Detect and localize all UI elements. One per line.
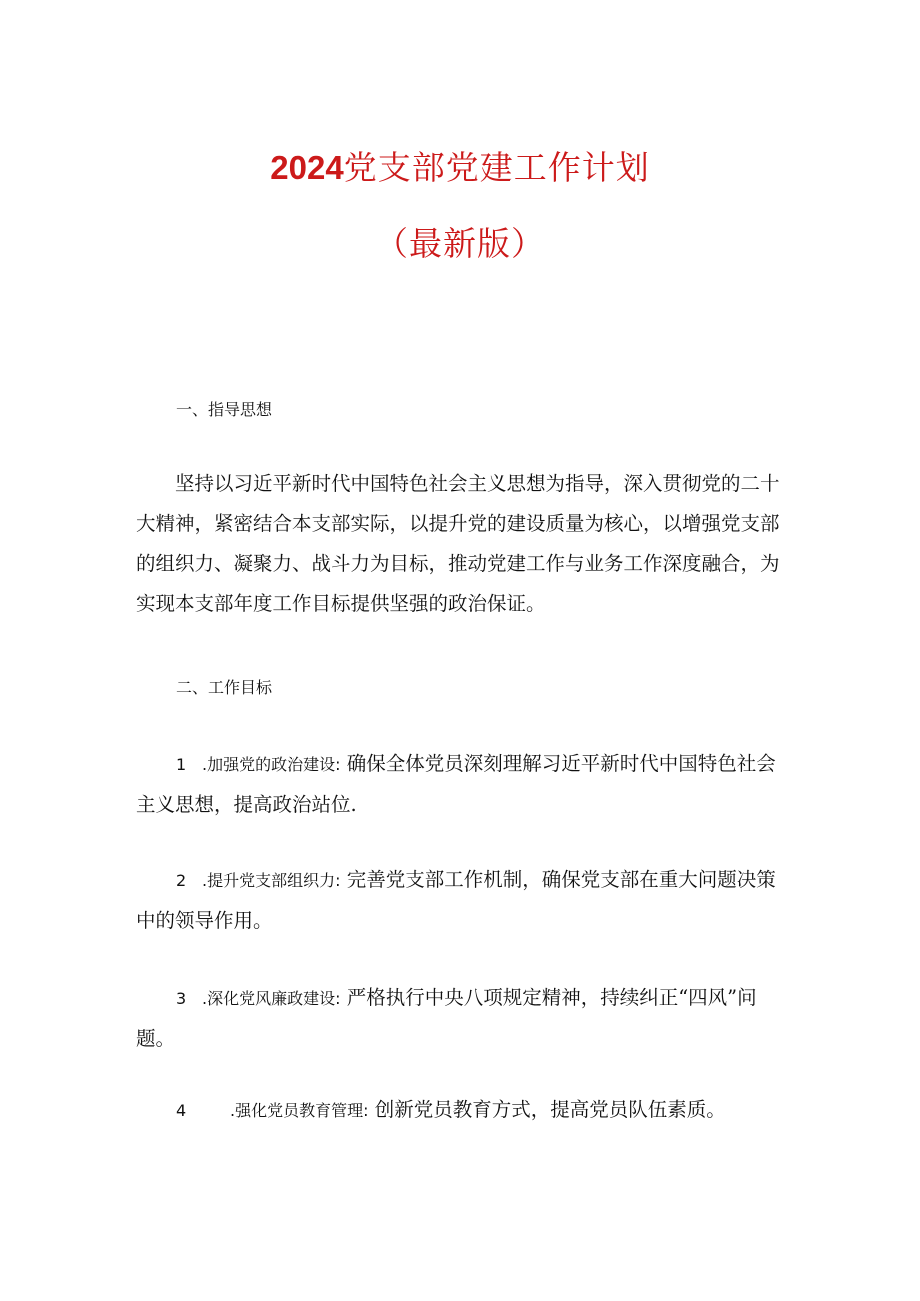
title-text: 党支部党建工作计划 xyxy=(343,148,650,187)
goal-text: 创新党员教育方式，提高党员队伍素质。 xyxy=(374,1098,726,1121)
document-title xyxy=(0,146,920,190)
goal-item xyxy=(136,744,786,825)
goal-number: 2 xyxy=(176,871,187,890)
goal-number: 1 xyxy=(176,755,187,774)
goal-text: 严格执行中央八项规定精神，持续纠正“四风”问题。 xyxy=(136,986,757,1050)
goal-label: .提升党支部组织力: xyxy=(202,871,341,890)
goal-number: 3 xyxy=(176,989,187,1008)
goal-label: .强化党员教育管理: xyxy=(230,1101,369,1120)
goal-label: .深化党风廉政建设: xyxy=(202,989,341,1008)
goal-text: 确保全体党员深刻理解习近平新时代中国特色社会主义思想，提高政治站位. xyxy=(136,752,776,816)
goal-text: 完善党支部工作机制，确保党支部在重大问题决策中的领导作用。 xyxy=(136,868,776,932)
goal-item xyxy=(136,978,786,1059)
goal-item xyxy=(136,860,786,941)
section-heading-work-goals: 二、工作目标 xyxy=(176,678,273,697)
document-subtitle: （最新版） xyxy=(375,224,545,263)
goal-item xyxy=(136,1090,786,1131)
section-heading-guiding-ideology: 一、指导思想 xyxy=(176,400,273,419)
goal-number: 4 xyxy=(176,1101,187,1120)
guiding-ideology-paragraph: 坚持以习近平新时代中国特色社会主义思想为指导，深入贯彻党的二十大精神，紧密结合本支部实际，以提升党的建设质量为核心，以增强党支部的组织力、凝聚力、战斗力为目标，推动党建工作与业务工作深度融合，为实现本支部年度工作目标提供坚强的政治保证。 xyxy=(136,472,780,615)
goal-label: .加强党的政治建设: xyxy=(202,755,341,774)
title-year: 2024 xyxy=(270,149,344,186)
